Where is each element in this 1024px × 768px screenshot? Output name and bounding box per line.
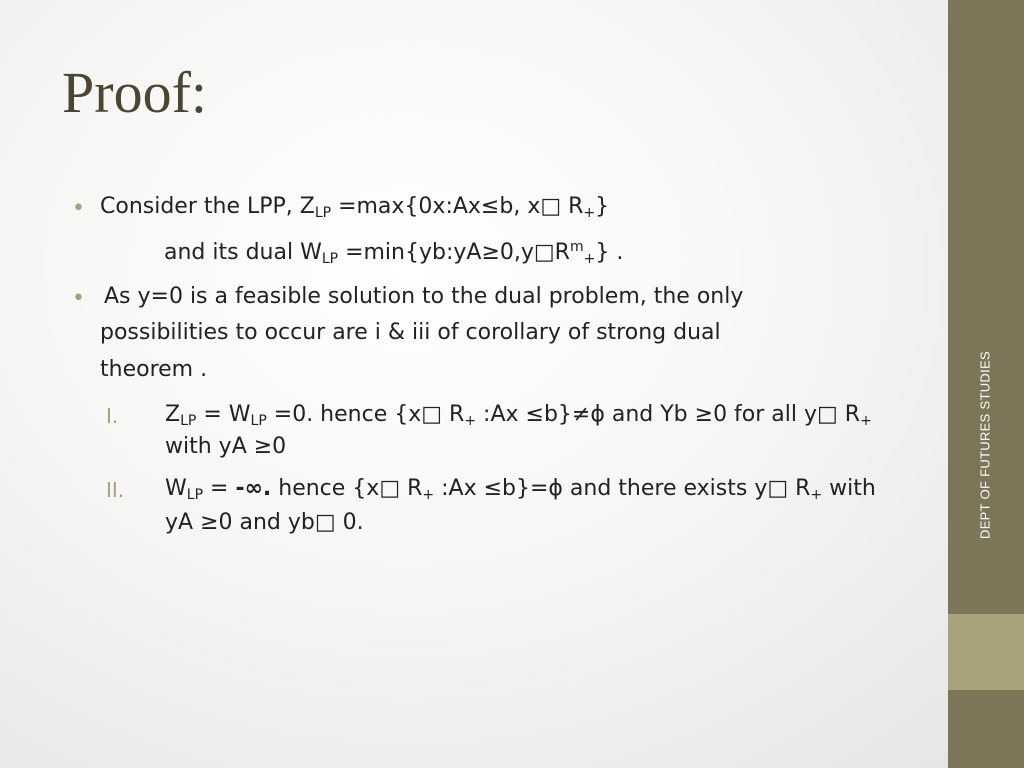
text-run: + bbox=[422, 487, 435, 503]
text-run: W bbox=[165, 476, 187, 501]
text-run: As y=0 is a feasible solution to the dual problem, the only bbox=[104, 284, 744, 309]
text-run: and its dual W bbox=[164, 240, 322, 265]
text-run: Z bbox=[165, 402, 181, 427]
text-run: = W bbox=[196, 402, 251, 427]
text-run: } . bbox=[595, 240, 624, 265]
sub-item-1-line-2 bbox=[165, 436, 286, 458]
text-run: LP bbox=[314, 205, 332, 221]
text-run: + bbox=[810, 487, 823, 503]
bullet-1-line-2 bbox=[164, 240, 623, 266]
bullet-2-line-3 bbox=[100, 359, 207, 381]
text-run: yA ≥0 and yb□ 0. bbox=[165, 510, 364, 535]
text-run: hence {x□ R bbox=[271, 476, 423, 501]
text-run: with yA ≥0 bbox=[165, 434, 287, 459]
text-run: with bbox=[822, 476, 876, 501]
text-run: + bbox=[860, 413, 872, 429]
text-run: =min{yb:yA≥0,y□R bbox=[338, 240, 570, 265]
text-run: LP bbox=[321, 251, 339, 267]
bullet-2-line-1 bbox=[104, 286, 743, 308]
text-run: LP bbox=[186, 487, 204, 503]
text-run: :Ax ≤b}=ϕ and there exists y□ R bbox=[434, 476, 811, 501]
bullet-marker: • bbox=[72, 286, 85, 311]
slide-title: Proof: bbox=[62, 60, 207, 125]
sub-item-1-line-1 bbox=[165, 404, 872, 428]
text-run: theorem . bbox=[100, 357, 208, 382]
sub-item-2-line-2 bbox=[165, 512, 364, 534]
text-run: LP bbox=[250, 413, 267, 429]
text-run: :Ax ≤b}≠ϕ and Yb ≥0 for all y□ R bbox=[476, 402, 861, 427]
text-run: + bbox=[583, 251, 596, 267]
text-run: = bbox=[203, 476, 236, 501]
bullet-2-line-2 bbox=[100, 322, 721, 344]
text-run: } bbox=[595, 194, 610, 219]
text-run: LP bbox=[180, 413, 197, 429]
roman-numeral: I. bbox=[106, 404, 119, 428]
side-accent-block bbox=[948, 614, 1024, 690]
text-run: possibilities to occur are i & iii of corollary of strong dual bbox=[100, 320, 721, 345]
bullet-1-line-1 bbox=[100, 196, 609, 220]
text-run: + bbox=[583, 205, 596, 221]
bullet-marker: • bbox=[72, 196, 85, 221]
text-run: + bbox=[464, 413, 477, 429]
text-run: =max{0x:Ax≤b, x□ R bbox=[331, 194, 584, 219]
text-run: Consider the LPP, Z bbox=[100, 194, 315, 219]
text-run: m bbox=[569, 239, 584, 255]
department-label: DEPT OF FUTURES STUDIES bbox=[977, 351, 993, 539]
text-run: -∞. bbox=[235, 476, 272, 501]
text-run: =0. hence {x□ R bbox=[266, 402, 465, 427]
roman-numeral: II. bbox=[106, 478, 125, 502]
sub-item-2-line-1 bbox=[165, 478, 876, 502]
